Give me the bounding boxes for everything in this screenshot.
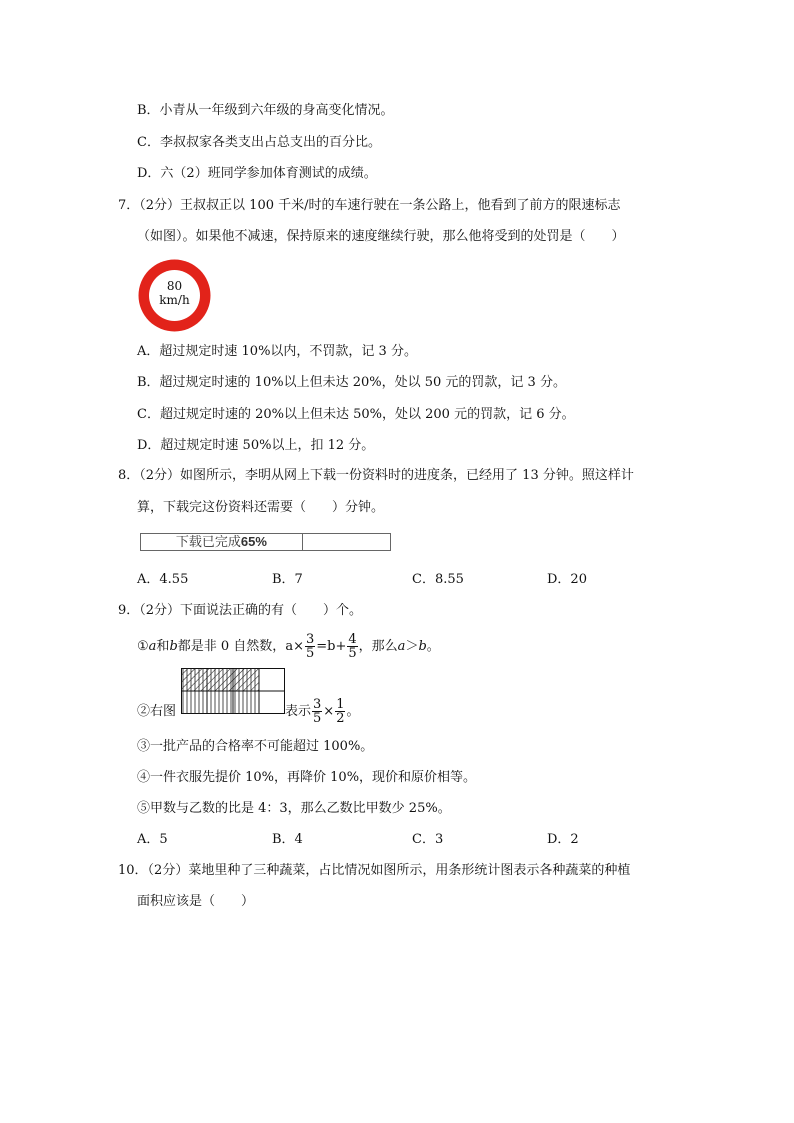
q9-statement-4: ④一件衣服先提价 10%，再降价 10%，现价和原价相等。 bbox=[137, 770, 477, 785]
q6-option-b: B．小青从一年级到六年级的身高变化情况。 bbox=[137, 103, 394, 118]
q9-stem: 9．（2分）下面说法正确的有（ ）个。 bbox=[118, 603, 363, 618]
s1-fraction-2: $\frac{4}{5}$ bbox=[348, 632, 357, 661]
s1-var-a: a bbox=[148, 639, 157, 654]
s1-gt: ＞ bbox=[405, 639, 419, 654]
q7-stem-line1: 7．（2分）王叔叔正以 100 千米/时的车速行驶在一条公路上，他看到了前方的限速标志 bbox=[118, 198, 621, 213]
s1-and: 和 bbox=[156, 639, 170, 654]
q10-stem-line1: 10．（2分）菜地里种了三种蔬菜，占比情况如图所示，用条形统计图表示各种蔬菜的种植 bbox=[118, 863, 631, 878]
s1-end: 。 bbox=[426, 639, 440, 654]
fraction-diagram bbox=[181, 668, 285, 714]
q9-statement-5: ⑤甲数与乙数的比是 4：3，那么乙数比甲数少 25%。 bbox=[137, 801, 451, 816]
q6-option-c: C．李叔叔家各类支出占总支出的百分比。 bbox=[137, 135, 381, 150]
s2-times: × bbox=[323, 704, 335, 719]
q7-option-c: C．超过规定时速的 20%以上但未达 50%，处以 200 元的罚款，记 6 分。 bbox=[137, 407, 575, 422]
q8-choice-d: D．20 bbox=[547, 572, 587, 587]
q9-statement-3: ③一批产品的合格率不可能超过 100%。 bbox=[137, 739, 374, 754]
q9-statement-2-expression bbox=[285, 698, 360, 726]
q7-option-a: A．超过规定时速 10%以内，不罚款，记 3 分。 bbox=[137, 344, 417, 359]
q7-option-b: B．超过规定时速的 10%以上但未达 20%，处以 50 元的罚款，记 3 分。 bbox=[137, 375, 566, 390]
s1-mid: 都是非 0 自然数， bbox=[177, 639, 286, 654]
s1-eq: =b+ bbox=[316, 639, 347, 654]
speed-limit-unit: km/h bbox=[159, 293, 190, 307]
s1-times: × bbox=[293, 639, 304, 654]
q6-option-d: D．六（2）班同学参加体育测试的成绩。 bbox=[137, 166, 377, 181]
speed-limit-sign bbox=[138, 259, 211, 332]
q8-choice-b: B．7 bbox=[272, 572, 303, 587]
s2-mid: 表示 bbox=[285, 704, 312, 719]
s1-then: ，那么 bbox=[358, 639, 398, 654]
download-progress-fill bbox=[141, 534, 303, 550]
s2-fraction-2: $\frac{1}{2}$ bbox=[336, 697, 345, 726]
s1-prefix: ① bbox=[137, 639, 149, 654]
s1-var-b: b bbox=[169, 639, 178, 654]
s1-cmp-b: b bbox=[418, 639, 427, 654]
progress-label-value: 65% bbox=[240, 534, 267, 549]
s1-fraction-1: $\frac{3}{5}$ bbox=[305, 632, 315, 661]
s1-cmp-a: a bbox=[397, 639, 406, 654]
q9-choice-c: C．3 bbox=[412, 832, 444, 847]
q9-choice-b: B．4 bbox=[272, 832, 303, 847]
speed-limit-value: 80 bbox=[166, 279, 183, 293]
q8-choice-a: A．4.55 bbox=[137, 572, 189, 587]
progress-label-prefix: 下载已完成 bbox=[175, 534, 241, 549]
q8-stem-line2: 算，下载完这份资料还需要（ ）分钟。 bbox=[137, 500, 385, 515]
q9-statement-2-prefix: ②右图 bbox=[137, 704, 177, 719]
s2-fraction-1: $\frac{3}{5}$ bbox=[313, 697, 322, 726]
q8-stem-line1: 8．（2分）如图所示，李明从网上下载一份资料时的进度条，已经用了 13 分钟。照这样计 bbox=[118, 468, 634, 483]
q7-option-d: D．超过规定时速 50%以上，扣 12 分。 bbox=[137, 438, 375, 453]
q10-stem-line2: 面积应该是（ ） bbox=[137, 894, 255, 909]
q9-choice-a: A．5 bbox=[137, 832, 168, 847]
s2-end: 。 bbox=[346, 704, 360, 719]
q9-statement-1 bbox=[137, 633, 440, 661]
q7-stem-line2: （如图）。如果他不减速，保持原来的速度继续行驶，那么他将受到的处罚是（ ） bbox=[137, 229, 625, 244]
q9-choice-d: D．2 bbox=[547, 832, 579, 847]
q8-choice-c: C．8.55 bbox=[412, 572, 464, 587]
s1-eq-a: a bbox=[285, 639, 294, 654]
download-progress-bar bbox=[140, 533, 391, 551]
hatched-rectangle-diagram bbox=[181, 668, 285, 714]
